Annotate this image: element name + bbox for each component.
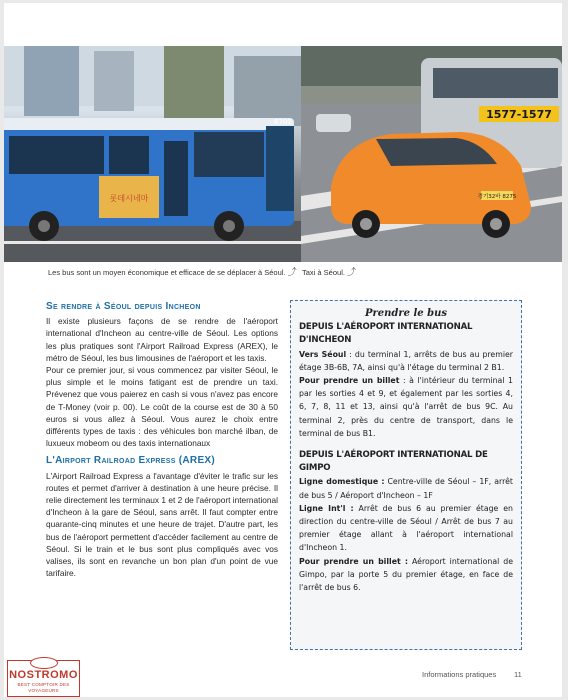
- caption-bus-text: Les bus sont un moyen économique et efficace de se déplacer à Séoul.: [48, 268, 286, 277]
- caption-bus: [48, 265, 297, 278]
- box-label: Pour prendre un billet :: [299, 556, 409, 566]
- box-label: Vers Séoul: [299, 349, 347, 359]
- box-item: [299, 475, 513, 501]
- nostromo-logo: [7, 660, 80, 697]
- paragraph: Pour ce premier jour, si vous commencez par visiter Séoul, le plus simple et le moins fatigant est de prendre un taxi. Prévenez que vous paierez en cash si vous n'avez pas encore de T-Money (voir p. 00). Le coût de la course est de 30 à 50 euros si vous allez à Séoul. Vous aurez le choix entre différents types de taxis : des véhicules bon marché ilban, de luxueux mobeom ou des taxis internationaux: [46, 365, 278, 449]
- box-text: Centre-ville de Séoul – 1F, arrêt de bus 5 / Aéroport d'Incheon – 1F: [299, 477, 513, 500]
- caption-taxi-text: Taxi à Séoul.: [302, 268, 345, 277]
- page-number: 11: [514, 670, 522, 679]
- paragraph: L'Airport Railroad Express a l'avantage d'éviter le trafic sur les routes et permet d'arriver à destination à une heure précise. Il relie directement les terminaux 1 et 2 de l'aéroport international d'Incheon à la gare de Séoul, sans arrêt. Il faut compter entre quarante-cinq minutes et une heure de trajet. D'autre part, les bus de l'aéroport permettent d'accéder facilement au centre de Séoul. Si le train et le bus sont plus compliqués avec vos valises, ils sont en revanche un bon plan d'un point de vue tarifaire.: [46, 470, 278, 579]
- box-label: Ligne Int'l :: [299, 503, 354, 513]
- taxi-plate: 경기32바 8275: [477, 194, 517, 200]
- box-text: Arrêt de bus 6 au premier étage en direction du centre-ville de Séoul / Arrêt de bus 7 au premier étage allant à l'aéroport international d'Incheon 1.: [299, 503, 513, 553]
- box-text: : du terminal 1, arrêts de bus au premier étage 3B-6B, 7A, ainsi qu'à l'étage du terminal 2 B1.: [299, 349, 513, 372]
- bus-info-box: [290, 300, 522, 650]
- bus-phone-number: 1577-1577: [486, 108, 552, 121]
- taxi-illustration: [301, 46, 562, 262]
- bus-illustration: [4, 46, 301, 262]
- main-text-column: [46, 301, 278, 579]
- curved-arrow-icon: ⤴: [287, 267, 297, 277]
- bus-ad-text: 롯데시네마: [109, 194, 149, 203]
- section-heading-arex: L'Airport Railroad Express (AREX): [46, 455, 216, 467]
- box-text: : à l'intérieur du terminal 1 par les sorties 4 et 9, et également par les sorties 4, 6, 7, 8, 11 et 13, ainsi qu'à l'arrêt de bus 9C. Au terminal 2, près du centre de transport, dans le terminal de bus B1.: [299, 376, 513, 438]
- box-item: [299, 555, 513, 595]
- logo-main-text: NOSTROMO: [9, 669, 78, 681]
- footer-section-name: Informations pratiques: [422, 670, 497, 679]
- logo-ring-icon: [30, 657, 58, 669]
- box-item: [299, 348, 513, 374]
- caption-taxi: [302, 265, 356, 278]
- box-label: Pour prendre un billet: [299, 376, 400, 386]
- logo-sub-text: BEST COMPTOIR DES VOYAGEURS: [17, 682, 70, 693]
- bus-route-sign: 6701: [274, 118, 292, 126]
- box-text: Aéroport international de Gimpo, par la porte 5 du premier étage, en face de l'arrêt de bus 6.: [299, 556, 514, 593]
- taxi-photo: [301, 46, 562, 262]
- box-item: [299, 374, 513, 440]
- curved-arrow-icon: ⤴: [347, 267, 357, 277]
- paragraph: Il existe plusieurs façons de se rendre de l'aéroport international d'Incheon au centre-ville de Séoul. Les options les plus pratiques sont l'Airport Railroad Express (AREX), le métro de Séoul, les bus limousines de l'aéroport et les taxis.: [46, 316, 278, 363]
- section-heading-incheon: Se rendre à Séoul depuis Incheon: [46, 301, 201, 312]
- box-label: Ligne domestique :: [299, 477, 385, 487]
- box-spacer: [299, 440, 513, 449]
- box-heading-gimpo: DEPUIS L'AÉROPORT INTERNATIONAL DE GIMPO: [299, 450, 488, 474]
- bus-photo: [4, 46, 301, 262]
- box-title: Prendre le bus: [364, 308, 448, 319]
- box-heading-incheon: DEPUIS L'AÉROPORT INTERNATIONAL D'INCHEON: [299, 322, 473, 346]
- box-item: [299, 502, 513, 555]
- page: [4, 3, 562, 697]
